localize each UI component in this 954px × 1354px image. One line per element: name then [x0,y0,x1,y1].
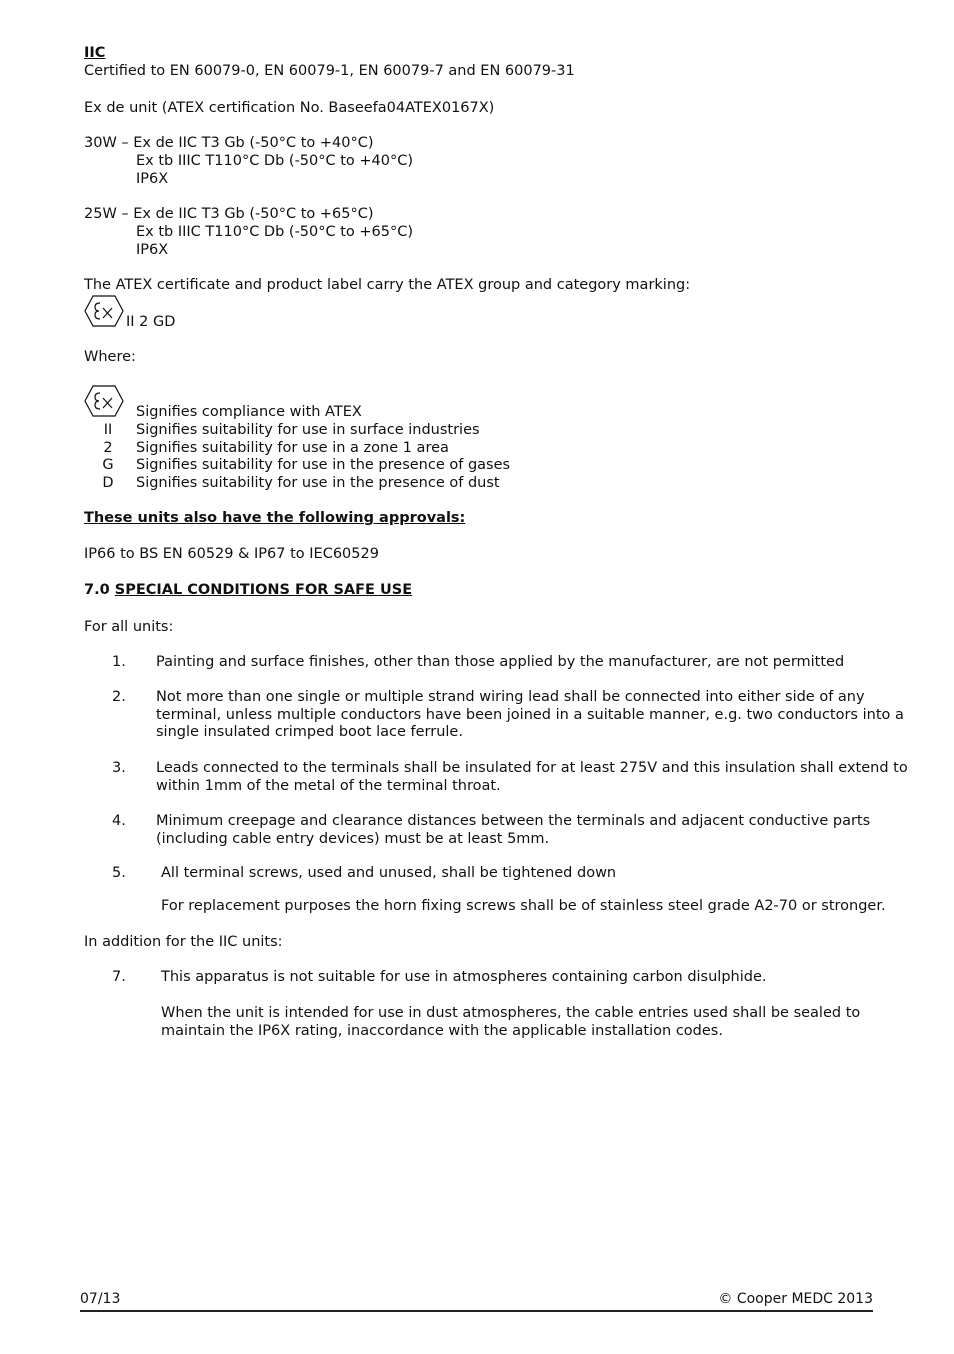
in-addition-label: In addition for the IIC units: [84,934,283,950]
item-text: Minimum creepage and clearance distances between the terminals and adjacent conductive parts [156,813,871,829]
item-number: 4. [112,813,126,829]
dust-text: When the unit is intended for use in dust atmospheres, the cable entries used shall be sealed to [161,1005,861,1021]
unit-line: Ex de unit (ATEX certification No. Baseefa04ATEX0167X) [84,100,495,116]
approvals-heading: These units also have the following approvals: [84,510,466,526]
item-text: terminal, unless multiple conductors have been joined in a suitable manner, e.g. two conductors into a [156,707,904,723]
iic-heading: IIC [84,45,106,61]
replacement-text: For replacement purposes the horn fixing screws shall be of stainless steel grade A2-70 or stronger. [161,898,886,914]
item-text: All terminal screws, used and unused, shall be tightened down [161,865,617,881]
item-number: 5. [112,865,126,881]
footer-date: 07/13 [80,1291,121,1307]
legend-key-3: G [102,457,114,473]
item-text: Leads connected to the terminals shall be insulated for at least 275V and this insulation shall extend to [156,760,908,776]
item-text: This apparatus is not suitable for use in atmospheres containing carbon disulphide. [161,969,767,985]
item-text: (including cable entry devices) must be at least 5mm. [156,831,550,847]
ex-hexagon-icon [84,294,124,328]
legend-key-2: 2 [103,440,113,456]
atex-marking: II 2 GD [126,314,176,330]
w25-line-3: IP6X [136,242,169,258]
w30-line-3: IP6X [136,171,169,187]
item-number: 3. [112,760,126,776]
section-title: SPECIAL CONDITIONS FOR SAFE USE [114,582,413,598]
item-text: Not more than one single or multiple strand wiring lead shall be connected into either side of any [156,689,865,705]
legend-key-4: D [102,475,114,491]
ex-hexagon-icon [84,384,124,418]
for-all-label: For all units: [84,619,174,635]
item-number: 7. [112,969,126,985]
legend-text-2: Signifies suitability for use in a zone 1 area [136,440,449,456]
w25-line-1: 25W – Ex de IIC T3 Gb (-50°C to +65°C) [84,206,374,222]
dust-text: maintain the IP6X rating, inaccordance with the applicable installation codes. [161,1023,723,1039]
w25-line-2: Ex tb IIIC T110°C Db (-50°C to +65°C) [136,224,414,240]
legend-text-1: Signifies suitability for use in surface industries [136,422,480,438]
legend-text-4: Signifies suitability for use in the presence of dust [136,475,500,491]
page-footer [80,1290,873,1312]
w30-line-2: Ex tb IIIC T110°C Db (-50°C to +40°C) [136,153,414,169]
item-number: 1. [112,654,126,670]
section-heading [84,581,412,599]
item-text: Painting and surface finishes, other than those applied by the manufacturer, are not permitted [156,654,845,670]
footer-copyright: © Cooper MEDC 2013 [718,1291,873,1307]
w30-line-1: 30W – Ex de IIC T3 Gb (-50°C to +40°C) [84,135,374,151]
section-number: 7.0 [84,582,110,598]
certified-line: Certified to EN 60079-0, EN 60079-1, EN 60079-7 and EN 60079-31 [84,63,575,79]
legend-text-0: Signifies compliance with ATEX [136,404,362,420]
atex-intro: The ATEX certificate and product label carry the ATEX group and category marking: [84,277,691,293]
item-number: 2. [112,689,126,705]
item-text: single insulated crimped boot lace ferrule. [156,724,463,740]
where-label: Where: [84,349,136,365]
item-text: within 1mm of the metal of the terminal throat. [156,778,501,794]
legend-text-3: Signifies suitability for use in the presence of gases [136,457,511,473]
legend-key-1: II [103,422,113,438]
approvals-text: IP66 to BS EN 60529 & IP67 to IEC60529 [84,546,379,562]
